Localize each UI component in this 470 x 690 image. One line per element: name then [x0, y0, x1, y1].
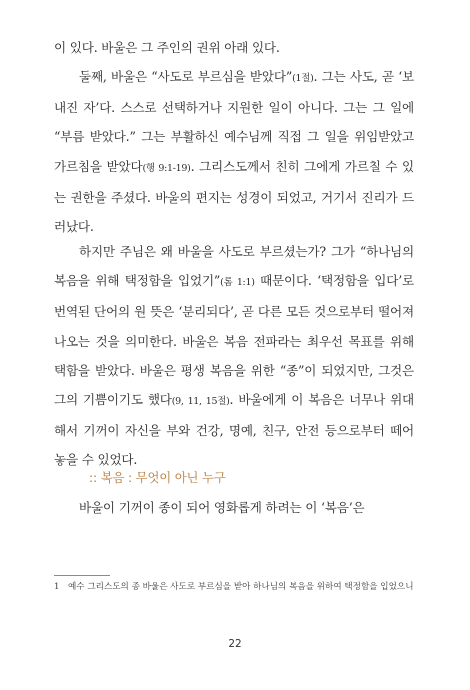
paragraph-3-text-b: 때문이다. ‘택정함을 입다’로 번역된 단어의 원 뜻은 ‘분리되다’, 곧 다른 모든 것으로부터 떨어져 나오는 것을 의미한다. 바울은 복음 전파라는 최우선 목표를 위해 택함을 받았다. 바울은 평생 복음을 위한 “종”이 되었지만, 그것은 그의 기쁨이기도 했다: [54, 273, 414, 408]
paragraph-why-called: [54, 237, 414, 475]
section-heading: :: 복음 : 무엇이 아닌 누구: [89, 470, 226, 485]
paragraph-2-text-a: 둘째, 바울은 “사도로 부르심을 받았다”: [79, 69, 293, 84]
verse-reference: (9, 11, 15절): [171, 396, 230, 408]
paragraph-3-text-c: . 바울에게 이 복음은 너무나 위대해서 기꺼이 자신을 부와 건강, 명예, 친구, 안전 등으로부터 떼어 놓을 수 있었다.: [54, 392, 414, 468]
footnote-divider: [54, 575, 110, 576]
footnote-text: 예수 그리스도의 종 바울은 사도로 부르심을 받아 하나님의 복음을 위하여 택정함을 입었으니: [68, 582, 414, 592]
paragraph-1-text: 이 있다. 바울은 그 주인의 권위 아래 있다.: [54, 40, 280, 55]
paragraph-3-text-a: 하지만 주님은 왜 바울을 사도로 부르셨는가? 그가 “하나님의 복음을 위해 택정함을 입었기”: [54, 244, 414, 289]
paragraph-continuation: [54, 33, 414, 62]
paragraph-4-text: 바울이 기꺼이 종이 되어 영화롭게 하려는 이 ‘복음’은: [79, 500, 365, 515]
verse-reference: (롬 1:1): [220, 277, 255, 289]
footnote: [54, 580, 414, 594]
paragraph-2-text-c: . 그리스도께서 친히 그에게 가르칠 수 있는 권한을 주셨다. 바울의 편지는 성경이 되었고, 거기서 진리가 드러났다.: [54, 158, 415, 235]
footnote-number: 1: [54, 582, 60, 592]
paragraph-gospel-intro: [54, 493, 414, 522]
paragraph-2-text-b: . 그는 사도, 곧 ‘보내진 자’다. 스스로 선택하거나 지원한 일이 아니다. 그는 그 일에 “부름 받았다.” 그는 부활하신 예수님께 직접 그 일을 위임받았고 가르침을 받았다: [54, 69, 414, 174]
paragraph-second-point: [54, 62, 414, 241]
verse-reference: (1절): [292, 73, 314, 84]
verse-reference: (행 9:1-19): [142, 162, 191, 174]
page-number: 22: [228, 638, 242, 650]
